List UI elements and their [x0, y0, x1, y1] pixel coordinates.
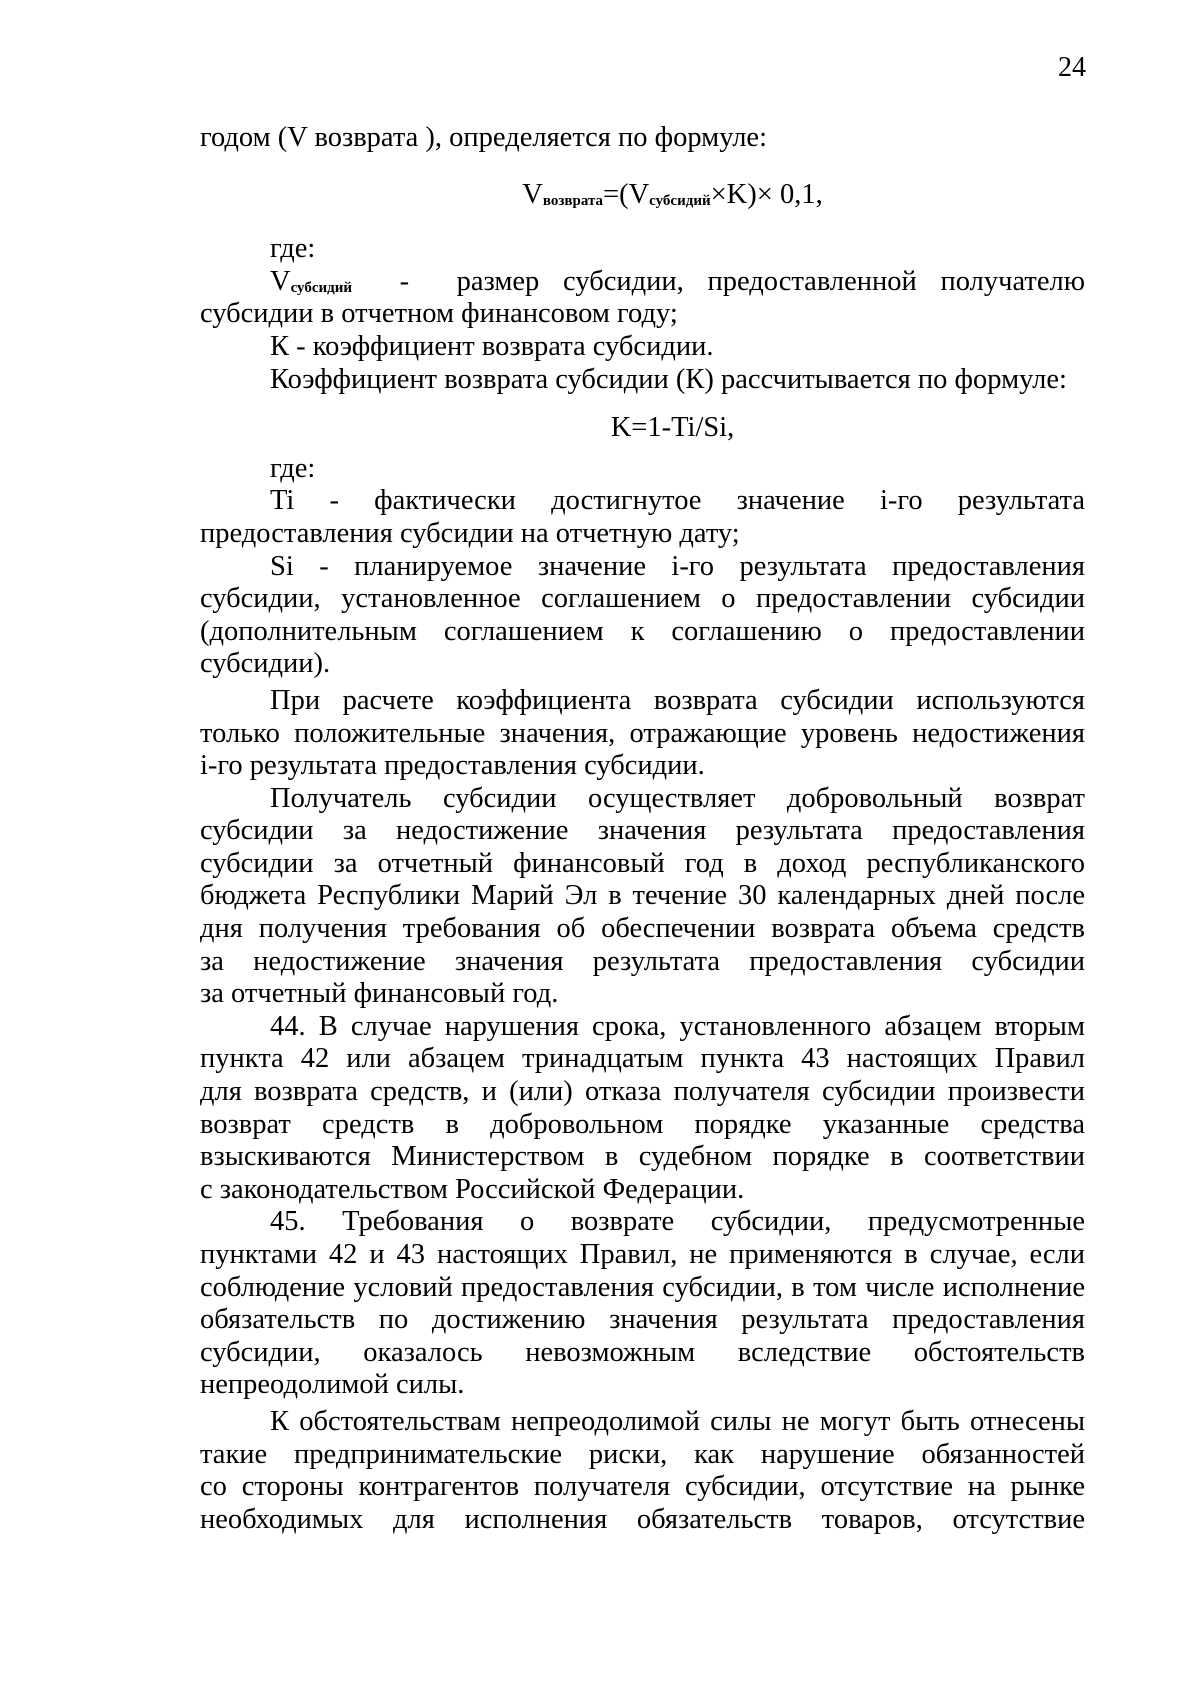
- text-line: пункта 42 или абзацем тринадцатым пункта 43 настоящих Правил: [200, 1043, 1085, 1075]
- def-dash: -: [399, 265, 410, 297]
- text-line: где:: [270, 233, 316, 265]
- text-line: К обстоятельствам непреодолимой силы не могут быть отнесены: [270, 1405, 1085, 1437]
- text-line: со стороны контрагентов получателя субсидии, отсутствие на рынке: [200, 1471, 1085, 1503]
- text-line: обязательств по достижению значения результата предоставления: [200, 1304, 1085, 1336]
- text-line: (дополнительным соглашением к соглашению о предоставлении: [200, 615, 1085, 647]
- def-text: размер субсидии, предоставленной получателю: [456, 265, 1086, 297]
- formula-sub-subsidiy: субсидий: [649, 192, 711, 209]
- text-line: Получатель субсидии осуществляет добровольный возврат: [270, 782, 1085, 814]
- text-line: для возврата средств, и (или) отказа получателя субсидии произвести: [200, 1076, 1085, 1108]
- text-line: только положительные значения, отражающие уровень недостижения: [200, 717, 1085, 749]
- formula-v-vozvrata: [200, 179, 1085, 216]
- text-line: субсидии за недостижение значения результата предоставления: [200, 815, 1085, 847]
- text-line: предоставления субсидии на отчетную дату;: [200, 517, 740, 549]
- text-line: бюджета Республики Марий Эл в течение 30 календарных дней после: [200, 880, 1085, 912]
- text-line: возврат средств в добровольном порядке указанные средства: [200, 1108, 1085, 1140]
- text-line: дня получения требования об обеспечении возврата объема средств: [200, 913, 1085, 945]
- formula-sub-vozvrata: возврата: [542, 192, 604, 209]
- text-line: пунктами 42 и 43 настоящих Правил, не применяются в случае, если: [200, 1239, 1085, 1270]
- text-line: К - коэффициент возврата субсидии.: [270, 330, 714, 362]
- text-line: за отчетный финансовый год.: [200, 978, 559, 1010]
- text-line: 44. В случае нарушения срока, установленного абзацем вторым: [270, 1010, 1085, 1042]
- text-line: субсидии, оказалось невозможным вследствие обстоятельств: [200, 1336, 1085, 1368]
- text-line: субсидии).: [200, 648, 331, 680]
- text-line: с законодательством Российской Федерации.: [200, 1173, 745, 1205]
- formula-middle: =(V: [603, 178, 650, 210]
- text-line: такие предпринимательские риски, как нарушение обязанностей: [200, 1438, 1085, 1470]
- definition-v-subsidiy: [200, 266, 1085, 299]
- text-line: 45. Требования о возврате субсидии, предусмотренные: [270, 1206, 1085, 1238]
- text-line: непреодолимой силы.: [200, 1369, 465, 1401]
- text-line: необходимых для исполнения обязательств товаров, отсутствие: [200, 1503, 1085, 1535]
- text-line: где:: [270, 452, 316, 484]
- text-line: субсидии в отчетном финансовом году;: [200, 298, 678, 330]
- text-line: годом (V возврата ), определяется по формуле:: [200, 122, 767, 153]
- text-line: за недостижение значения результата предоставления субсидии: [200, 945, 1085, 977]
- text-line: соблюдение условий предоставления субсидии, в том числе исполнение: [200, 1271, 1085, 1303]
- formula-v: V: [522, 178, 543, 210]
- page-number: 24: [1058, 52, 1086, 83]
- text-line: i-го результата предоставления субсидии.: [200, 750, 705, 782]
- text-line: Si - планируемое значение i-го результата предоставления: [270, 550, 1085, 582]
- formula-end: ×K)× 0,1,: [710, 178, 823, 210]
- def-v-sub: субсидий: [290, 279, 353, 296]
- text-line: Коэффициент возврата субсидии (К) рассчитывается по формуле:: [270, 363, 1067, 395]
- text-line: Ti - фактически достигнутое значение i-го результата: [270, 485, 1085, 517]
- text-line: При расчете коэффициента возврата субсидии используются: [270, 684, 1085, 716]
- formula-k: K=1-Ti/Si,: [610, 412, 735, 444]
- text-line: субсидии, установленное соглашением о предоставлении субсидии: [200, 583, 1085, 615]
- text-line: взыскиваются Министерством в судебном порядке в соответствии: [200, 1141, 1085, 1173]
- def-v: V: [270, 265, 291, 297]
- text-line: субсидии за отчетный финансовый год в доход республиканского: [200, 847, 1085, 879]
- document-body: [200, 122, 1085, 1536]
